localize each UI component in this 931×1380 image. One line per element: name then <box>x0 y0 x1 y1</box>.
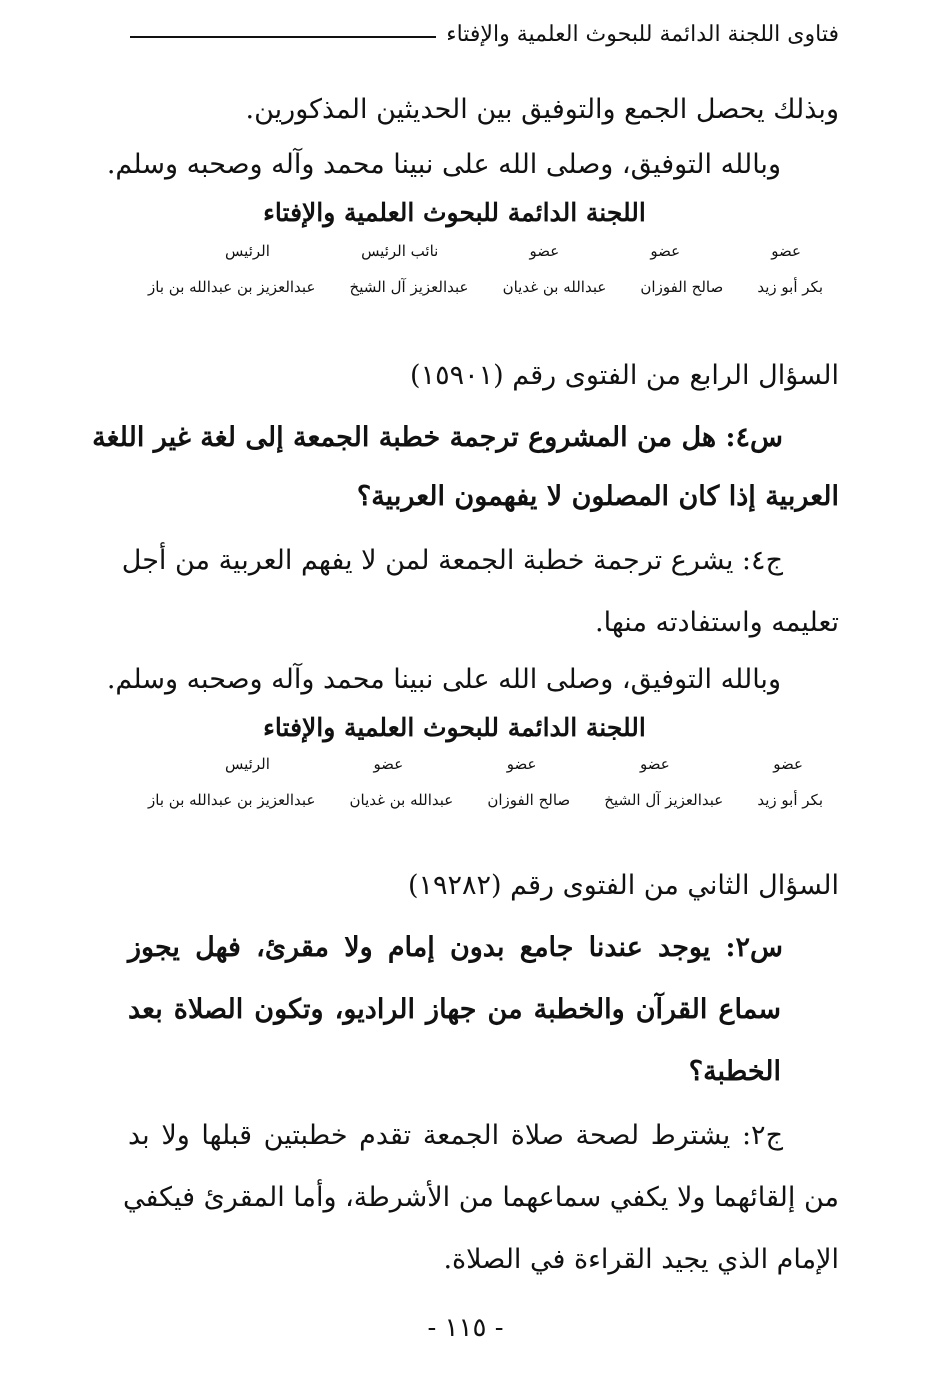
answer-line: تعليمه واستفادته منها. <box>595 607 839 638</box>
paragraph-line: وبذلك يحصل الجمع والتوفيق بين الحديثين المذكورين. <box>245 94 839 125</box>
signatory-name: صالح الفوزان <box>640 278 724 296</box>
question-line: س٢: يوجد عندنا جامع بدون إمام ولا مقرئ، فهل يجوز <box>128 932 783 963</box>
question-line: الخطبة؟ <box>688 1056 781 1087</box>
signatory-roles <box>225 242 801 260</box>
signatory-role: عضو <box>640 755 670 773</box>
answer-line: من إلقائهما ولا يكفي سماعهما من الأشرطة، وأما المقرئ فيكفي <box>122 1182 839 1213</box>
answer-line: ج٢: يشترط لصحة صلاة الجمعة تقدم خطبتين قبلها ولا بد <box>128 1120 783 1151</box>
header-title: فتاوى اللجنة الدائمة للبحوث العلمية والإفتاء <box>446 22 839 47</box>
signatory-role: عضو <box>773 755 803 773</box>
question-line: س٤: هل من المشروع ترجمة خطبة الجمعة إلى لغة غير اللغة <box>92 422 783 453</box>
signatory-role: الرئيس <box>225 242 270 260</box>
closing-line: وبالله التوفيق، وصلى الله على نبينا محمد وآله وصحبه وسلم. <box>106 664 781 695</box>
signatory-role: نائب الرئيس <box>361 242 439 260</box>
signatory-name: عبدالله بن غديان <box>349 791 454 809</box>
answer-line: ج٤: يشرع ترجمة خطبة الجمعة لمن لا يفهم العربية من أجل <box>121 545 783 576</box>
question-heading: السؤال الرابع من الفتوى رقم (١٥٩٠١) <box>410 360 839 391</box>
header-rule <box>130 36 436 38</box>
page-number: - ١١٥ - <box>427 1313 504 1343</box>
question-heading: السؤال الثاني من الفتوى رقم (١٩٢٨٢) <box>407 870 839 901</box>
signatory-role: عضو <box>650 242 681 260</box>
signatory-role: عضو <box>529 242 560 260</box>
running-header <box>130 22 839 47</box>
closing-line: وبالله التوفيق، وصلى الله على نبينا محمد وآله وصحبه وسلم. <box>106 149 781 180</box>
answer-line: الإمام الذي يجيد القراءة في الصلاة. <box>443 1244 839 1275</box>
question-line: العربية إذا كان المصلون لا يفهمون العربية؟ <box>356 481 839 512</box>
signatory-names <box>148 278 823 296</box>
signatory-name: عبدالعزيز بن عبدالله بن باز <box>148 278 316 296</box>
signatory-name: عبدالعزيز آل الشيخ <box>349 278 469 296</box>
signatory-roles <box>225 755 803 773</box>
committee-title: اللجنة الدائمة للبحوث العلمية والإفتاء <box>263 713 646 742</box>
signatory-name: عبدالعزيز بن عبدالله بن باز <box>148 791 316 809</box>
signatory-role: عضو <box>373 755 404 773</box>
signatory-name: صالح الفوزان <box>487 791 571 809</box>
question-line: سماع القرآن والخطبة من جهاز الراديو، وتكون الصلاة بعد <box>128 994 781 1025</box>
signatory-name: بكر أبو زيد <box>757 791 823 809</box>
signatory-role: عضو <box>506 755 537 773</box>
signatory-name: عبدالله بن غديان <box>502 278 607 296</box>
signatory-role: عضو <box>771 242 801 260</box>
signatory-name: بكر أبو زيد <box>757 278 823 296</box>
signatory-name: عبدالعزيز آل الشيخ <box>604 791 724 809</box>
committee-title: اللجنة الدائمة للبحوث العلمية والإفتاء <box>263 198 646 227</box>
signatory-role: الرئيس <box>225 755 270 773</box>
signatory-names <box>148 791 823 809</box>
